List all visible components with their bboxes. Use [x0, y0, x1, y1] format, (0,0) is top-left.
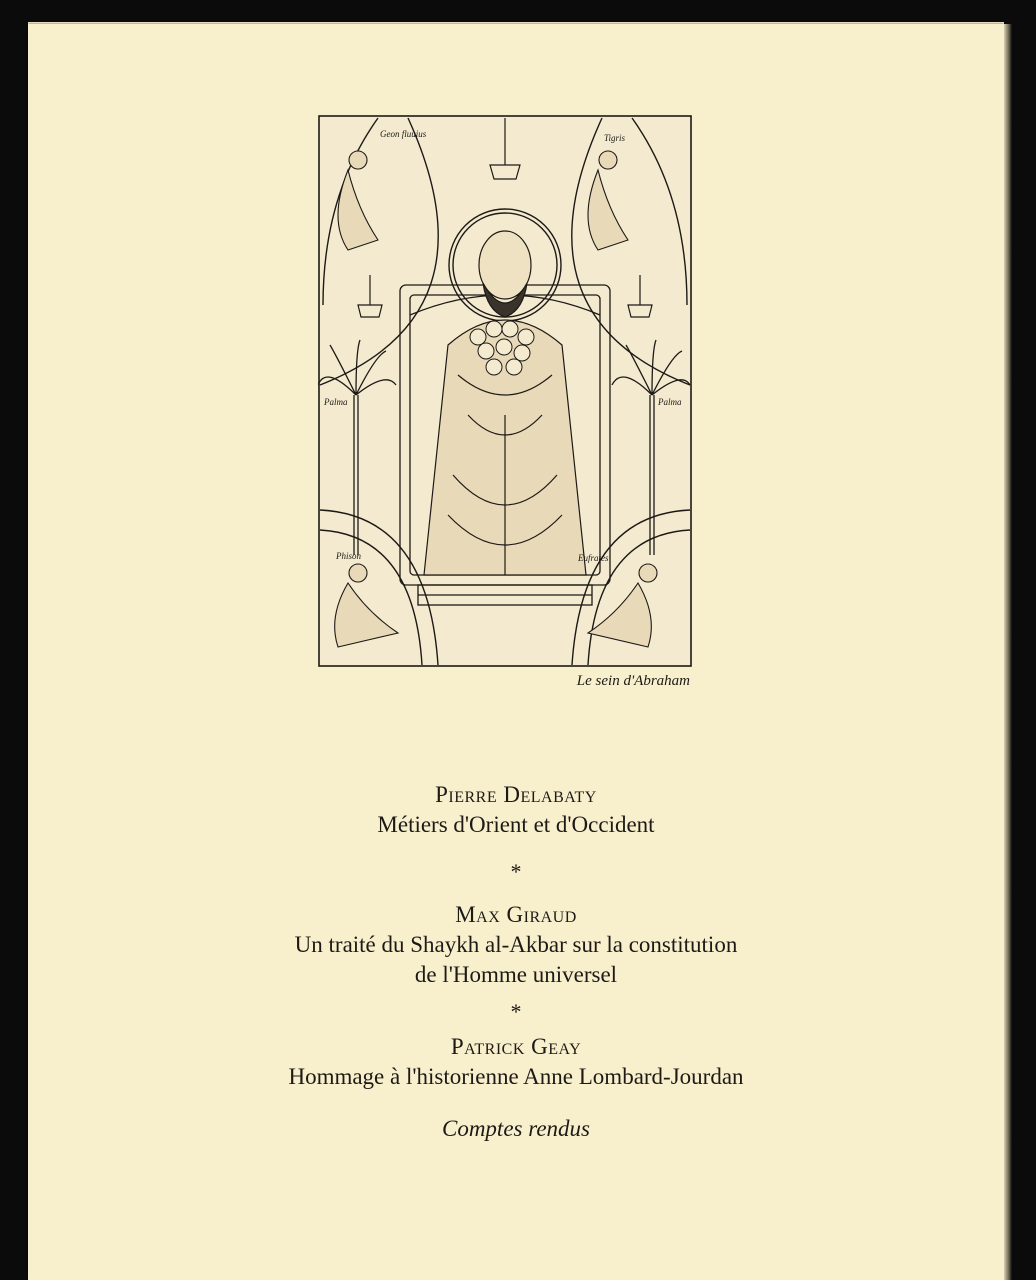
article-author: Pierre Delabaty — [435, 782, 597, 807]
inscription-eufrates: Eufrates — [578, 553, 609, 563]
article-entry — [28, 900, 1004, 990]
article-entry — [28, 780, 1004, 840]
separator-star: * — [510, 999, 522, 1024]
engraving-illustration — [318, 115, 692, 667]
article-author: Patrick Geay — [450, 1034, 582, 1059]
inscription-palma-left: Palma — [324, 397, 348, 407]
reviews-section-title: Comptes rendus — [441, 1116, 590, 1141]
inscription-tigris: Tigris — [604, 133, 626, 143]
inscription-phison: Phison — [336, 551, 362, 561]
page-right-edge — [1004, 24, 1012, 1280]
article-author: Max Giraud — [455, 902, 577, 927]
illustration-caption: Le sein d'Abraham — [576, 673, 690, 689]
inscription-palma-right: Palma — [658, 397, 682, 407]
article-title-line-2: de l'Homme universel — [414, 962, 618, 987]
article-entry — [28, 1032, 1004, 1092]
separator-star: * — [510, 859, 522, 884]
article-title: Hommage à l'historienne Anne Lombard-Jourdan — [288, 1064, 744, 1089]
article-title: Un traité du Shaykh al-Akbar sur la constitution — [294, 932, 738, 957]
table-of-contents — [28, 780, 1004, 1144]
inscription-geon: Geon fluuius — [380, 129, 427, 139]
article-title: Métiers d'Orient et d'Occident — [377, 812, 655, 837]
